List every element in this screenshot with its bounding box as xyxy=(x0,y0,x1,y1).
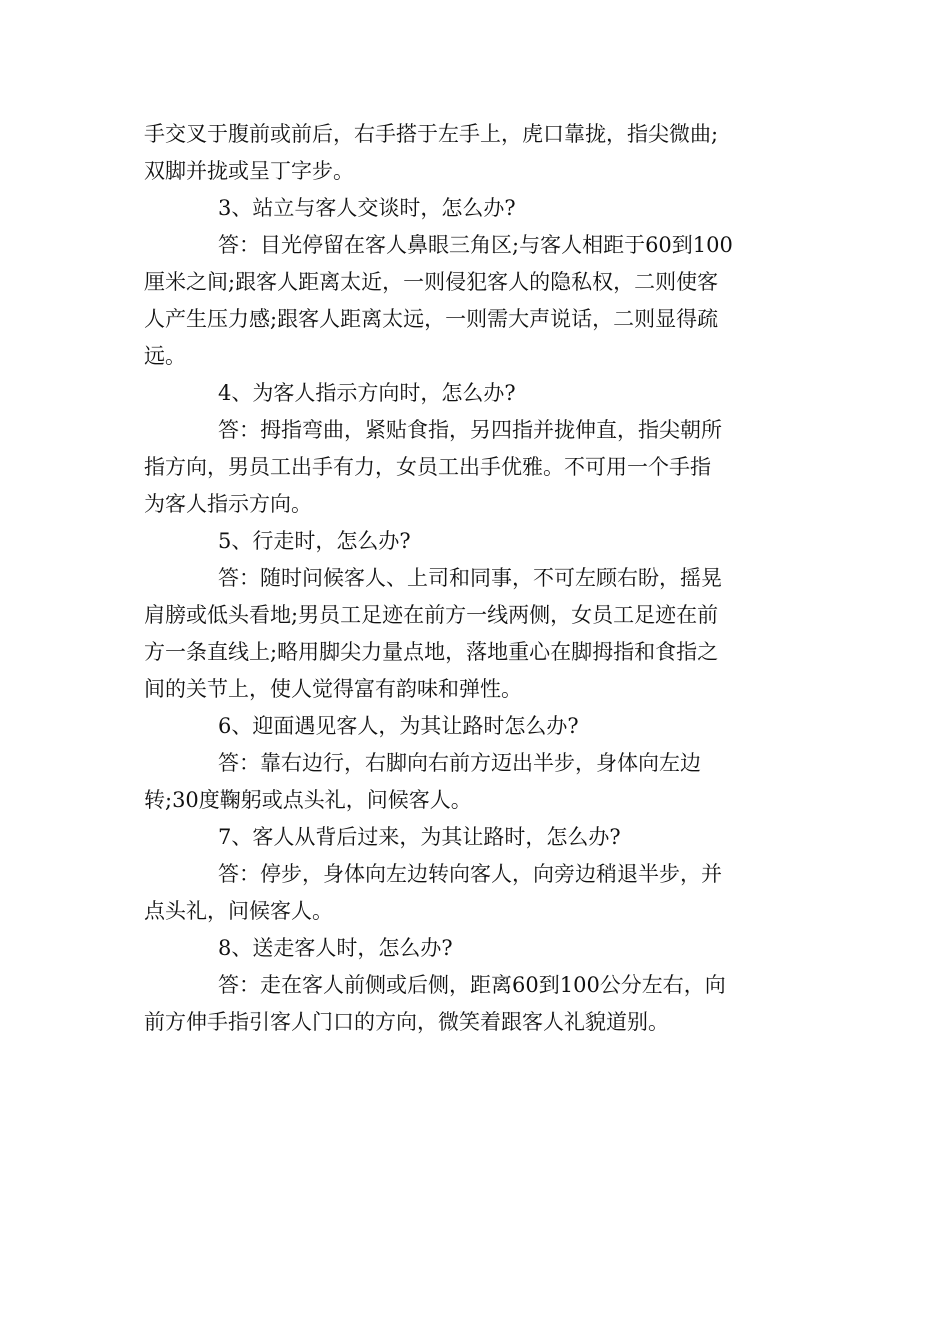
answer-line: 答：走在客人前侧或后侧，距离60到100公分左右，向 xyxy=(218,973,726,997)
body-line: 前方伸手指引客人门口的方向，微笑着跟客人礼貌道别。 xyxy=(144,1010,669,1034)
question-heading: 3、站立与客人交谈时，怎么办? xyxy=(218,196,516,220)
question-heading: 5、行走时，怎么办? xyxy=(218,529,411,553)
body-line: 点头礼，问候客人。 xyxy=(144,899,333,923)
answer-line: 答：停步，身体向左边转向客人，向旁边稍退半步，并 xyxy=(218,862,722,886)
body-line: 为客人指示方向。 xyxy=(144,492,312,516)
question-heading: 8、送走客人时，怎么办? xyxy=(218,936,453,960)
question-heading: 6、迎面遇见客人，为其让路时怎么办? xyxy=(218,714,579,738)
answer-line: 答：随时问候客人、上司和同事，不可左顾右盼，摇晃 xyxy=(218,566,722,590)
answer-line: 答：目光停留在客人鼻眼三角区;与客人相距于60到100 xyxy=(218,233,733,257)
answer-line: 答：拇指弯曲，紧贴食指，另四指并拢伸直，指尖朝所 xyxy=(218,418,722,442)
question-heading: 4、为客人指示方向时，怎么办? xyxy=(218,381,516,405)
document-body xyxy=(144,116,812,1041)
body-line: 远。 xyxy=(144,344,186,368)
body-line: 人产生压力感;跟客人距离太远，一则需大声说话，二则显得疏 xyxy=(144,307,719,331)
body-line: 肩膀或低头看地;男员工足迹在前方一线两侧，女员工足迹在前 xyxy=(144,603,719,627)
body-line: 指方向，男员工出手有力，女员工出手优雅。不可用一个手指 xyxy=(144,455,711,479)
body-line: 方一条直线上;略用脚尖力量点地，落地重心在脚拇指和食指之 xyxy=(144,640,719,664)
body-line: 双脚并拢或呈丁字步。 xyxy=(144,159,354,183)
body-line: 转;30度鞠躬或点头礼，问候客人。 xyxy=(144,788,472,812)
question-heading: 7、客人从背后过来，为其让路时，怎么办? xyxy=(218,825,621,849)
body-line: 手交叉于腹前或前后，右手搭于左手上，虎口靠拢，指尖微曲; xyxy=(144,122,719,146)
body-line: 间的关节上，使人觉得富有韵味和弹性。 xyxy=(144,677,522,701)
answer-line: 答：靠右边行，右脚向右前方迈出半步，身体向左边 xyxy=(218,751,701,775)
body-line: 厘米之间;跟客人距离太近，一则侵犯客人的隐私权，二则使客 xyxy=(144,270,719,294)
